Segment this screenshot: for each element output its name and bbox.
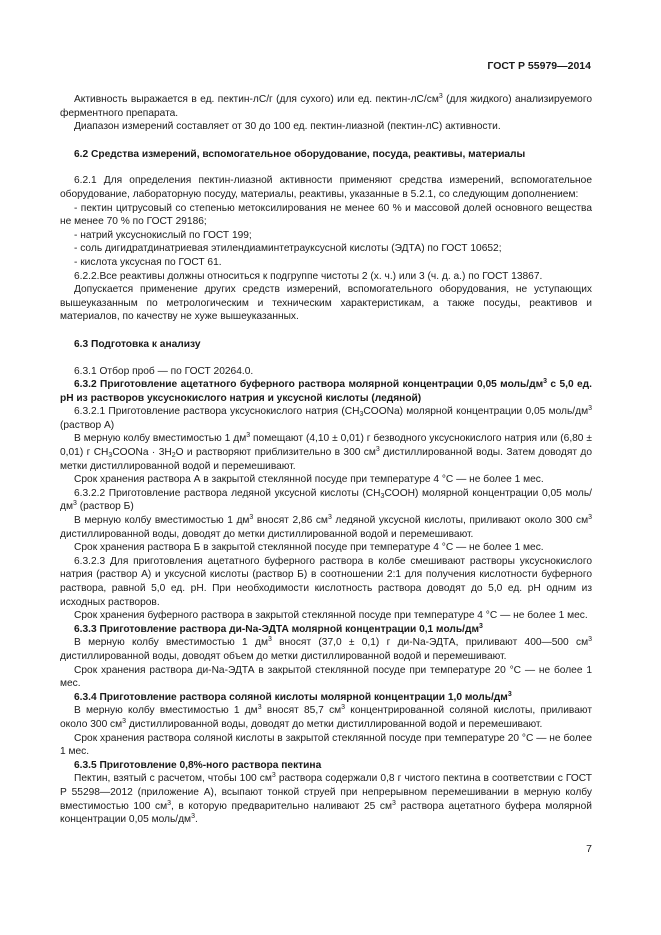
paragraph-6-3-4-storage: Срок хранения раствора соляной кислоты в закрытой стеклянной посуде при температуре 20 °С — не более 1 мес. — [60, 732, 592, 758]
paragraph-6-2-2: 6.2.2.Все реактивы должны относиться к подгруппе чистоты 2 (х. ч.) или 3 (ч. д. а.) по ГОСТ 13867. — [74, 270, 543, 282]
paragraph-6-3-2-1: 6.3.2.1 Приготовление раствора уксуснокислого натрия $(CH_3COONa)$ молярной концентрации 0,05 моль/$дм^3$ (раствор А) — [60, 405, 592, 431]
paragraph-solution-b: В мерную колбу вместимостью 1 $дм^3$ вносят 2,86 $см^3$ ледяной уксусной кислоты, приливают около 300 $см^3$ дистиллированной воды, доводят до метки дистиллированной водой и перемешивают. — [60, 514, 593, 540]
paragraph-6-3-3-storage: Срок хранения раствора ди-Na-ЭДТА в закрытой стеклянной посуде при температуре 20 °С — не более 1 мес. — [60, 664, 592, 690]
paragraph-allowance: Допускается применение других средств измерений, вспомогательного оборудования, не уступающих вышеуказанным по метрологическим и техническим характеристикам, а также посуды, реактивов и материалов, по качеству не хуже вышеуказанных. — [60, 284, 592, 323]
heading-6-3-3: 6.3.3 Приготовление раствора ди-Na-ЭДТА молярной концентрации 0,1 моль/$дм^3$ — [74, 622, 483, 635]
list-item: - пектин цитрусовый со степенью метоксилирования не менее 60 % и массовой долей основного вещества не менее 70 % по ГОСТ 29186; — [60, 202, 592, 228]
paragraph-solution-b-storage: Срок хранения раствора Б в закрытой стеклянной посуде при температуре 4 °С — не более 1 мес. — [74, 542, 544, 554]
list-item: - соль дигидратдинатриевая этилендиаминтетрауксусной кислоты (ЭДТА) по ГОСТ 10652; — [74, 243, 502, 255]
heading-6-3-5: 6.3.5 Приготовление 0,8%-ного раствора пектина — [74, 759, 322, 771]
document-header: ГОСТ Р 55979—2014 — [487, 60, 591, 72]
paragraph-6-3-1: 6.3.1 Отбор проб — по ГОСТ 20264.0. — [74, 365, 254, 377]
section-6-3-heading: 6.3 Подготовка к анализу — [74, 338, 201, 350]
heading-6-3-4: 6.3.4 Приготовление раствора соляной кислоты молярной концентрации 1,0 моль/$дм^3$ — [74, 690, 512, 703]
intro-range-paragraph: Диапазон измерений составляет от 30 до 100 ед. пектин-лиазной (пектин-лС) активности. — [74, 121, 501, 133]
paragraph-solution-a: В мерную колбу вместимостью 1 $дм^3$ помещают (4,10 ± 0,01) г безводного уксуснокислого натрия или (6,80 ± 0,01) г $CH_3COONa \cdot 3H_2O$ и растворяют приблизительно в 300 $см^3$ дистиллированной воды. Затем доводят до метки дистиллированной водой и перемешивают. — [60, 432, 592, 472]
intro-paragraph: Активность выражается в ед. пектин-лС/г (для сухого) или ед. пектин-$лС/см^3$ (для жидкого) анализируемого ферментного препарата. — [60, 93, 592, 119]
paragraph-buffer-storage: Срок хранения буферного раствора в закрытой стеклянной посуде при температуре 4 °С — не более 1 мес. — [74, 610, 588, 622]
document-body — [60, 93, 592, 827]
heading-6-3-2: 6.3.2 Приготовление ацетатного буферного раствора молярной концентрации 0,05 моль/$дм^3$ с 5,0 ед. рН из растворов уксуснокислого натрия и уксусной кислоты (ледяной) — [60, 378, 592, 404]
paragraph-6-3-3: В мерную колбу вместимостью 1 $дм^3$ вносят (37,0 ± 0,1) г ди-Na-ЭДТА, приливают 400—500 $см^3$ дистиллированной воды, доводят объем до метки дистиллированной водой и перемешивают. — [60, 636, 592, 662]
list-item: - кислота уксусная по ГОСТ 61. — [74, 256, 222, 268]
paragraph-6-3-5: Пектин, взятый с расчетом, чтобы 100 $см^3$ раствора содержали 0,8 г чистого пектина в соответствии с ГОСТ Р 55298—2012 (приложение А), всыпают тонкой струей при непрерывном перемешивании в мерную колбу вместимостью 100 $см^3$, в которую предварительно наливают 25 $см^3$ раствора ацетатного буфера молярной концентрации 0,05 моль/$дм^3$. — [60, 772, 593, 826]
paragraph-6-3-2-2: 6.3.2.2 Приготовление раствора ледяной уксусной кислоты $(CH_3COOH)$ молярной концентрации 0,05 моль/$дм^3$ (раствор Б) — [60, 487, 592, 513]
page-number: 7 — [586, 843, 592, 855]
paragraph-6-3-4: В мерную колбу вместимостью 1 $дм^3$ вносят 85,7 $см^3$ концентрированной соляной кислоты, приливают около 300 $см^3$ дистиллированной воды, доводят до метки дистиллированной водой и перемешивают. — [60, 704, 592, 730]
section-6-2-heading: 6.2 Средства измерений, вспомогательное оборудование, посуда, реактивы, материалы — [74, 148, 526, 160]
paragraph-6-2-1: 6.2.1 Для определения пектин-лиазной активности применяют средства измерений, вспомогательное оборудование, лабораторную посуду, материалы, реактивы, указанные в 5.2.1, со следующим дополнением: — [60, 175, 592, 200]
paragraph-6-3-2-3: 6.3.2.3 Для приготовления ацетатного буферного раствора в колбе смешивают растворы уксуснокислого натрия (раствор А) и уксусной кислоты (раствор Б) в соотношении 2:1 для получения кислотности буферного раствора, равной 5,0 ед. рН. При необходимости кислотность раствора доводят до 5,0 ед. рН одним из исходных растворов. — [60, 555, 592, 608]
paragraph-solution-a-storage: Срок хранения раствора А в закрытой стеклянной посуде при температуре 4 °С — не более 1 мес. — [74, 474, 544, 486]
list-item: - натрий уксуснокислый по ГОСТ 199; — [74, 229, 252, 241]
